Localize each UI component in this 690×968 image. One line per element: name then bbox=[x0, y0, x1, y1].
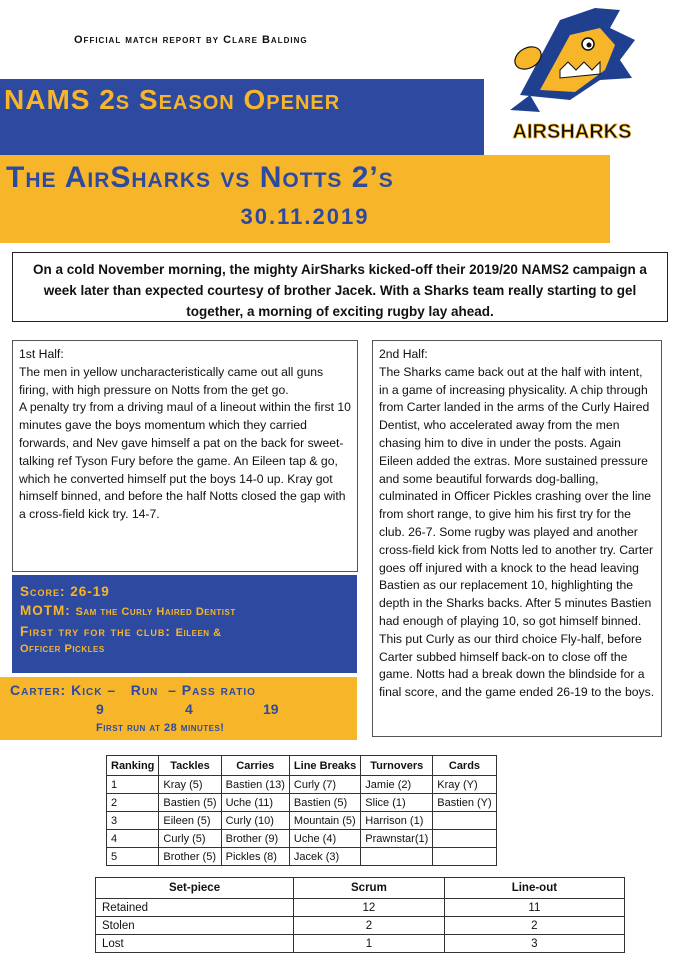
table-cell: 2 bbox=[294, 917, 445, 935]
table-row bbox=[107, 776, 497, 794]
table-row bbox=[96, 899, 625, 917]
table-cell: Curly (10) bbox=[221, 812, 289, 830]
table-cell: 1 bbox=[294, 935, 445, 953]
table-cell: Brother (9) bbox=[221, 830, 289, 848]
summary-box bbox=[12, 575, 357, 673]
table-cell: Slice (1) bbox=[361, 794, 433, 812]
table-cell: Bastien (13) bbox=[221, 776, 289, 794]
table-cell: Eileen (5) bbox=[159, 812, 221, 830]
second-half-text: The Sharks came back out at the half with intent, in a game of increasing physicality. A chip through from Carter landed in the arms of the Curly Haired Dentist, who accelerated away from the men chasing him to dive in under the posts. Again Eileen added the extras. More sustained pressure and some beautiful forwards dog-balling, culminated in Officer Pickles crashing over the line from short range, to give him his first try for the club. 26-7. Some rugby was played and another cross-field kick from Notts led to another try. Carter goes off injured with a knock to the head leaving Bastien as our replacement 10, highlighting the depth in the Sharks backs. After 5 minutes Bastien had enough of playing 10, so got himself binned. This put Curly as our third choice Fly-half, before Carter subbed himself back-on to close off the game. Notts had a break down the blindside for a final score, and the game ended 26-19 to the boys. bbox=[379, 364, 655, 700]
column-header: Line Breaks bbox=[289, 756, 360, 776]
table-cell: 3 bbox=[444, 935, 624, 953]
page-title: NAMS 2s Season Opener bbox=[4, 84, 341, 115]
table-cell: Curly (5) bbox=[159, 830, 221, 848]
table-cell: Bastien (Y) bbox=[433, 794, 496, 812]
carter-title: Carter: Kick – Run – Pass ratio bbox=[10, 682, 256, 698]
table-row bbox=[96, 935, 625, 953]
column-header: Scrum bbox=[294, 878, 445, 899]
carter-kick-value: 9 bbox=[96, 701, 104, 717]
first-try-value-cont: Officer Pickles bbox=[20, 643, 105, 655]
first-half-section bbox=[12, 340, 358, 572]
column-header: Set-piece bbox=[96, 878, 294, 899]
table-cell bbox=[433, 830, 496, 848]
table-cell: Prawnstar(1) bbox=[361, 830, 433, 848]
table-cell: Uche (11) bbox=[221, 794, 289, 812]
table-cell: 2 bbox=[107, 794, 159, 812]
match-title: The AirSharks vs Notts 2’s bbox=[6, 161, 394, 194]
column-header: Carries bbox=[221, 756, 289, 776]
table-cell: Uche (4) bbox=[289, 830, 360, 848]
table-cell: Brother (5) bbox=[159, 848, 221, 866]
byline: Official match report by Clare Balding bbox=[74, 34, 308, 46]
carter-pass-value: 19 bbox=[263, 701, 279, 717]
table-header-row bbox=[96, 878, 625, 899]
column-header: Cards bbox=[433, 756, 496, 776]
match-date: 30.11.2019 bbox=[240, 204, 370, 229]
second-half-section bbox=[372, 340, 662, 737]
table-cell: Lost bbox=[96, 935, 294, 953]
table-cell: Mountain (5) bbox=[289, 812, 360, 830]
table-cell: Bastien (5) bbox=[289, 794, 360, 812]
table-cell: 2 bbox=[444, 917, 624, 935]
column-header: Turnovers bbox=[361, 756, 433, 776]
first-half-heading: 1st Half: bbox=[19, 347, 64, 361]
table-cell: Curly (7) bbox=[289, 776, 360, 794]
intro-box: On a cold November morning, the mighty AirSharks kicked-off their 2019/20 NAMS2 campaign a week later than expected courtesy of brother Jacek. With a Sharks team really starting to gel together, a morning of exciting rugby lay ahead. bbox=[12, 252, 668, 322]
column-header: Line-out bbox=[444, 878, 624, 899]
table-cell: 3 bbox=[107, 812, 159, 830]
table-cell: Retained bbox=[96, 899, 294, 917]
table-cell: Kray (Y) bbox=[433, 776, 496, 794]
table-cell bbox=[433, 812, 496, 830]
second-half-heading: 2nd Half: bbox=[379, 347, 428, 361]
motm-label: MOTM: bbox=[20, 603, 71, 618]
table-cell bbox=[361, 848, 433, 866]
table-cell: 5 bbox=[107, 848, 159, 866]
table-cell bbox=[433, 848, 496, 866]
table-header-row bbox=[107, 756, 497, 776]
first-try-label: First try for the club: bbox=[20, 624, 171, 639]
table-cell: 1 bbox=[107, 776, 159, 794]
table-cell: Stolen bbox=[96, 917, 294, 935]
table-cell: Kray (5) bbox=[159, 776, 221, 794]
carter-note: First run at 28 minutes! bbox=[96, 722, 225, 734]
table-cell: Jacek (3) bbox=[289, 848, 360, 866]
column-header: Tackles bbox=[159, 756, 221, 776]
carter-run-value: 4 bbox=[185, 701, 193, 717]
score-label: Score: bbox=[20, 584, 66, 599]
table-row bbox=[107, 794, 497, 812]
table-cell: Harrison (1) bbox=[361, 812, 433, 830]
first-half-paragraph: The men in yellow uncharacteristically came out all guns firing, with high pressure on Notts from the get go. bbox=[19, 364, 324, 397]
motm-value: Sam the Curly Haired Dentist bbox=[75, 606, 236, 618]
table-row bbox=[107, 848, 497, 866]
table-cell: Bastien (5) bbox=[159, 794, 221, 812]
table-cell: 4 bbox=[107, 830, 159, 848]
airsharks-logo bbox=[500, 0, 645, 150]
score-value: 26-19 bbox=[70, 584, 110, 599]
table-cell: Pickles (8) bbox=[221, 848, 289, 866]
first-try-value: Eileen & bbox=[175, 627, 222, 639]
table-row bbox=[107, 812, 497, 830]
column-header: Ranking bbox=[107, 756, 159, 776]
table-cell: Jamie (2) bbox=[361, 776, 433, 794]
first-half-paragraph: A penalty try from a driving maul of a lineout within the first 10 minutes gave the boys momentum which they carried forwards, and Nev gave himself a pat on the back for sweet-talking ref Tyson Fury before the game. An Eileen tap & go, which he converted himself put the boys 14-0 up. Kray got himself binned, and before the half Notts closed the gap with a cross-field kick try. 14-7. bbox=[19, 400, 351, 522]
carter-ratio-box bbox=[0, 677, 357, 740]
table-cell: 11 bbox=[444, 899, 624, 917]
table-cell: 12 bbox=[294, 899, 445, 917]
logo-text: AIRSHARKS bbox=[512, 121, 632, 143]
table-row bbox=[107, 830, 497, 848]
player-stats-table bbox=[106, 755, 497, 866]
table-row bbox=[96, 917, 625, 935]
setpiece-table bbox=[95, 877, 625, 953]
